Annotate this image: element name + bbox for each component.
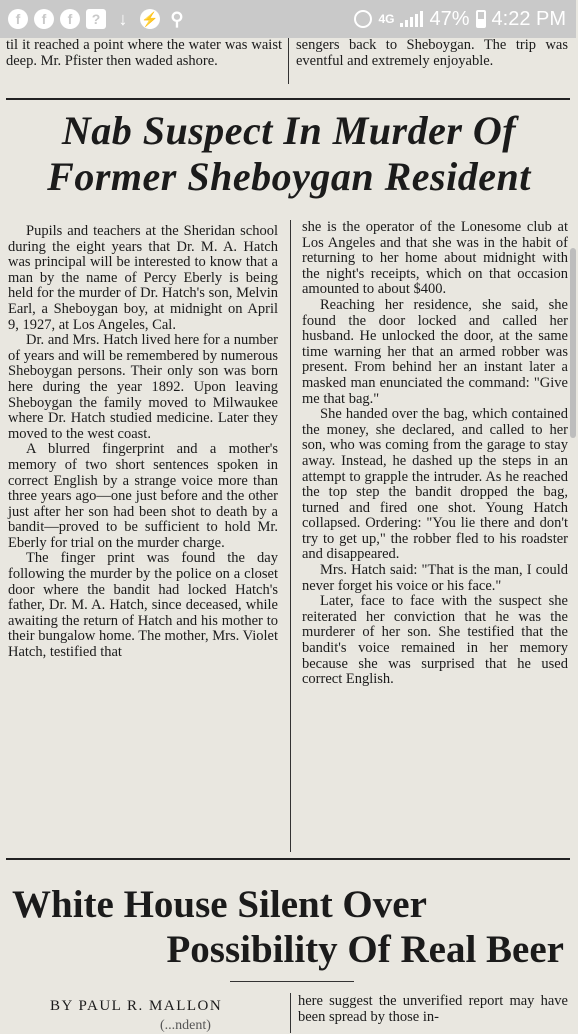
- facebook-icon: f: [8, 9, 28, 29]
- article-paragraph: Dr. and Mrs. Hatch lived here for a number of years and will be remembered by numerous Sheboygan persons. Their only son was born here during the year 1892. Upon leaving Sheboygan the family moved to Milwaukee where Dr. Hatch studied medicine. Later they moved to the west coast.: [8, 332, 278, 442]
- headline2-line-1: White House Silent Over: [12, 883, 427, 926]
- prev-article-left-text: til it reached a point where the water was waist deep. Mr. Pfister then waded ashore.: [6, 37, 282, 69]
- section-rule: [6, 858, 570, 860]
- messenger-icon: ⚡: [140, 9, 160, 29]
- article-column-right: [302, 220, 568, 688]
- article-column-left: [8, 224, 278, 661]
- clock: 4:22 PM: [491, 7, 566, 30]
- article-paragraph: Reaching her residence, she said, she found the door locked and called her husband. He unlocked the door, at the same time warning her that an armed robber was present. From behind her an instant later a masked man enunciated the command: "Give me that bag.": [302, 296, 568, 407]
- status-bar: [0, 0, 576, 38]
- help-icon: ?: [86, 9, 106, 29]
- article-paragraph: Mrs. Hatch said: "That is the man, I could never forget his voice or his face.": [302, 562, 568, 594]
- article-paragraph: she is the operator of the Lonesome club at Los Angeles and that she was in the habit of returning to her home about midnight with the night's receipts, which on that occasion amounted to about $400.: [302, 219, 568, 298]
- column-divider: [290, 220, 291, 852]
- facebook-icon: f: [34, 9, 54, 29]
- prev-article-left: [6, 38, 282, 69]
- headline-line-2: Former Sheboygan Resident: [47, 154, 531, 199]
- column-divider: [288, 38, 289, 84]
- article-paragraph: The finger print was found the day following the murder by the police on a closet door where the bandit had locked Hatch's father, Dr. M. A. Hatch, since deceased, while awaiting the return of Hatch and his mother to their bungalow home. The mother, Mrs. Violet Hatch, testified that: [8, 550, 278, 661]
- alarm-icon: [354, 10, 372, 28]
- byline: BY PAUL R. MALLON: [50, 998, 223, 1014]
- byline-credit: (...ndent): [160, 1018, 211, 1033]
- article2-column-right: [298, 994, 568, 1025]
- column-divider: [290, 993, 291, 1033]
- notification-icons: [0, 9, 188, 29]
- article-paragraph: A blurred fingerprint and a mother's memory of two short sentences spoken in correct English by a strange voice more than three years ago—one just before and the other just after her son had been shot to death by a bandit—proved to be sufficient to hold Mr. Eberly for trial on the murder charge.: [8, 441, 278, 551]
- edge-scroll-handle[interactable]: [570, 248, 576, 438]
- article-paragraph: Pupils and teachers at the Sheridan school during the eight years that Dr. M. A. Hatch was principal will be interested to know that a man by the name of Percy Eberly is being held for the murder of Dr. Hatch's son, Melvin Earl, a Sheboygan boy, at midnight on April 9, 1927, at Los Angeles, Cal.: [8, 223, 278, 333]
- article2-text: here suggest the unverified report may have been spread by those in-: [298, 993, 568, 1025]
- headline-line-1: Nab Suspect In Murder Of: [61, 108, 517, 153]
- network-type: 4G: [378, 12, 395, 26]
- download-icon: ↓: [118, 8, 128, 29]
- headline2-line-2: Possibility Of Real Beer: [166, 928, 564, 971]
- battery-icon: [476, 10, 486, 28]
- key-icon: ⚲: [170, 8, 184, 29]
- article-paragraph: Later, face to face with the suspect she reiterated her conviction that he was the murderer of her son. She testified that the bandit's voice remained in her memory because she was surprised that he used correct English.: [302, 593, 568, 688]
- facebook-icon: f: [60, 9, 80, 29]
- article-paragraph: She handed over the bag, which contained the money, she declared, and called to her son, who was coming from the garage to stay away. Instead, he dashed up the steps in an attempt to grapple the intruder. As he reached the top step the bandit dropped the bag, turned and fired one shot. Young Hatch collapsed. Ordering: "You lie there and don't try to get up," the robber fled to his roadster and disappeared.: [302, 406, 568, 563]
- section-rule: [6, 98, 570, 100]
- signal-icon: [400, 11, 423, 27]
- battery-percent: 47%: [429, 7, 470, 30]
- newspaper-clipping: [0, 37, 576, 1033]
- prev-article-right-text: sengers back to Sheboygan. The trip was eventful and extremely enjoyable.: [296, 37, 568, 69]
- prev-article-right: [296, 38, 568, 69]
- headline-underline: [230, 981, 354, 982]
